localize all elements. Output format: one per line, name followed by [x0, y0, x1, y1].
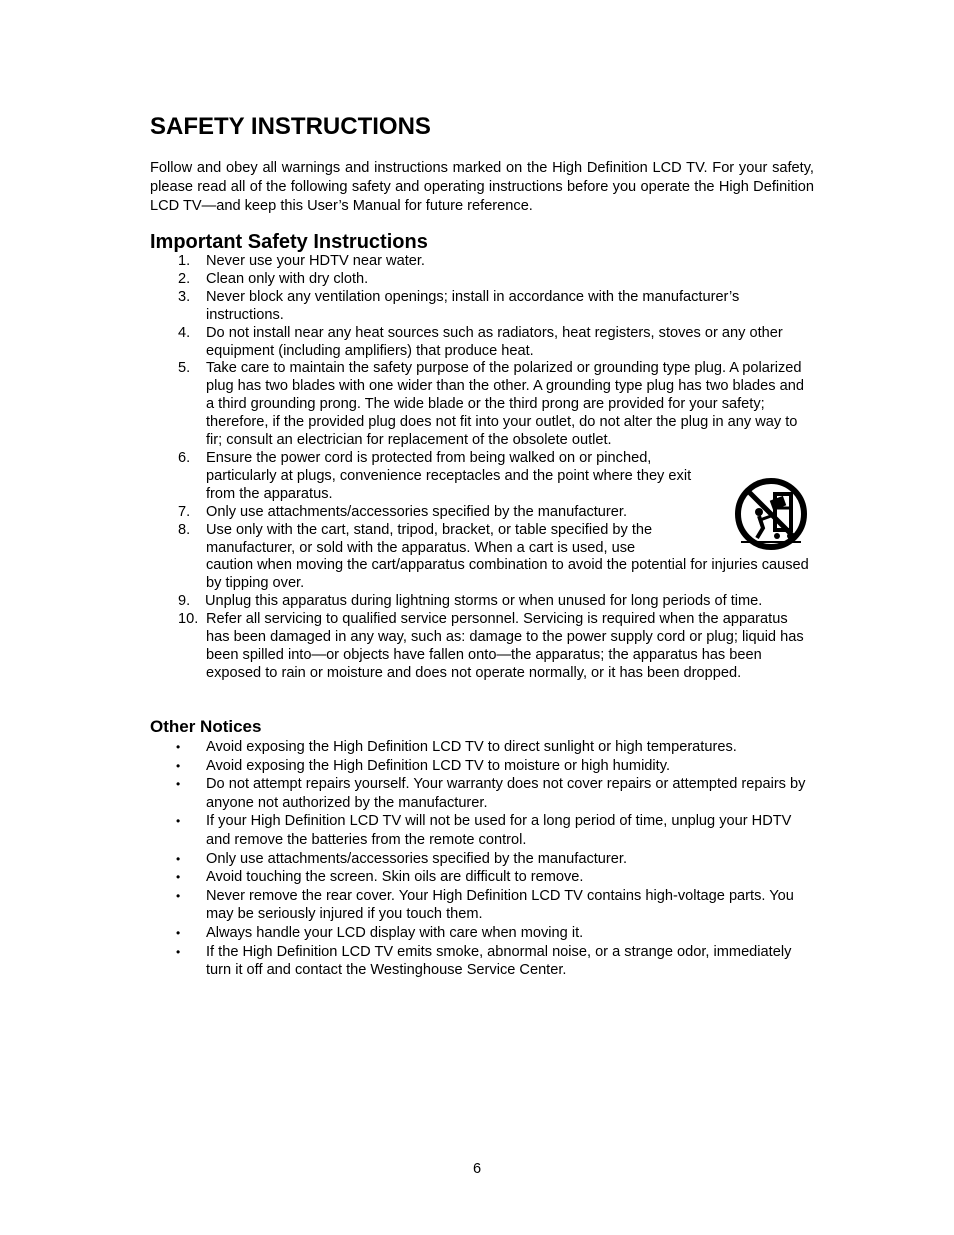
item-number: 10.	[178, 611, 199, 628]
item-text: Only use attachments/accessories specified by the manufacturer.	[206, 503, 627, 520]
list-item	[150, 325, 815, 361]
cart-tip-over-warning-icon	[735, 478, 807, 550]
item-number: 3.	[178, 288, 191, 305]
list-item	[150, 450, 815, 504]
item-text-continued: caution when moving the cart/apparatus combination to avoid the potential for injuries caused by tipping over.	[206, 557, 809, 592]
item-text: Always handle your LCD display with care when moving it.	[206, 924, 584, 941]
item-number: 8.	[178, 521, 191, 538]
item-text: Avoid exposing the High Definition LCD TV to direct sunlight or high temperatures.	[206, 739, 737, 755]
bullet-icon: •	[176, 758, 181, 773]
bullet-icon: •	[176, 888, 181, 903]
item-text: Never use your HDTV near water.	[206, 253, 425, 269]
item-number: 4.	[178, 324, 191, 341]
item-number: 1.	[178, 253, 191, 269]
page-title: SAFETY INSTRUCTIONS	[150, 113, 431, 140]
item-text: Refer all servicing to qualified service personnel. Servicing is required when the apparatus has been damaged in any way, such as: damage to the power supply cord or plug; liquid has been spilled into—or objects have fallen onto—the apparatus; the apparatus has been exposed to rain or moisture and does not operate normally, or it has been dropped.	[206, 611, 804, 681]
item-number: 5.	[178, 360, 191, 377]
item-text: Never block any ventilation openings; install in accordance with the manufacturer’s instructions.	[206, 288, 740, 323]
item-text: Do not attempt repairs yourself. Your warranty does not cover repairs or attempted repairs by anyone not authorized by the manufacturer.	[206, 776, 806, 811]
item-text: Ensure the power cord is protected from being walked on or pinched, particularly at plugs, convenience receptacles and the point where they exit from the apparatus.	[206, 449, 692, 502]
other-notices-heading: Other Notices	[150, 717, 262, 736]
list-item	[150, 812, 815, 849]
list-item	[150, 887, 815, 924]
list-item	[150, 360, 815, 450]
list-item	[150, 593, 815, 611]
item-text: Never remove the rear cover. Your High Definition LCD TV contains high-voltage parts. You may be seriously injured if you touch them.	[206, 887, 794, 923]
bullet-icon: •	[176, 814, 181, 829]
item-text: Clean only with dry cloth.	[206, 270, 369, 287]
list-item	[150, 757, 815, 776]
list-item	[150, 738, 815, 757]
list-item	[150, 504, 815, 522]
list-item	[150, 522, 815, 594]
list-item	[150, 868, 815, 887]
item-number: 6.	[178, 449, 191, 466]
bullet-icon: •	[176, 740, 181, 754]
bullet-icon: •	[176, 851, 181, 866]
bullet-icon: •	[176, 925, 181, 940]
other-notices-list	[150, 738, 815, 980]
list-item	[150, 611, 815, 683]
list-item	[150, 289, 815, 325]
item-text: Take care to maintain the safety purpose of the polarized or grounding type plug. A polarized plug has two blades with one wider than the other. A grounding type plug has two blades and a third grounding prong. The wide blade or the third prong are provided for your safety; therefore, if the provided plug does not fit into your outlet, do not alter the plug in any way to fir; consult an electrician for replacement of the obsolete outlet.	[206, 360, 804, 449]
item-number: 7.	[178, 503, 191, 520]
list-item	[150, 253, 815, 271]
item-text: Unplug this apparatus during lightning storms or when unused for long periods of time.	[205, 593, 763, 610]
item-text: If the High Definition LCD TV emits smoke, abnormal noise, or a strange odor, immediately turn it off and contact the Westinghouse Service Center.	[206, 943, 792, 979]
bullet-icon: •	[176, 944, 181, 959]
item-text: If your High Definition LCD TV will not be used for a long period of time, unplug your HDTV and remove the batteries from the remote control.	[206, 813, 792, 848]
list-item	[150, 924, 815, 943]
item-text: Use only with the cart, stand, tripod, bracket, or table specified by the manufacturer, or sold with the apparatus. When a cart is used, use	[206, 521, 653, 556]
bullet-icon: •	[176, 870, 181, 885]
item-text: Avoid touching the screen. Skin oils are difficult to remove.	[206, 869, 584, 886]
item-number: 9.	[178, 593, 191, 610]
important-safety-heading: Important Safety Instructions	[150, 231, 428, 253]
list-item	[150, 271, 815, 289]
item-number: 2.	[178, 270, 191, 287]
safety-instructions-list	[150, 253, 815, 683]
page-number: 6	[472, 1161, 482, 1177]
item-text: Avoid exposing the High Definition LCD TV to moisture or high humidity.	[206, 757, 670, 774]
list-item	[150, 850, 815, 869]
item-text: Only use attachments/accessories specified by the manufacturer.	[206, 850, 627, 867]
intro-paragraph: Follow and obey all warnings and instructions marked on the High Definition LCD TV. For your safety, please read all of the following safety and operating instructions before you operate the High Definition LCD TV—and keep this User’s Manual for future reference.	[150, 160, 814, 215]
list-item	[150, 775, 815, 812]
bullet-icon: •	[176, 777, 181, 792]
item-text: Do not install near any heat sources such as radiators, heat registers, stoves or any other equipment (including amplifiers) that produce heat.	[206, 324, 783, 359]
list-item	[150, 943, 815, 980]
